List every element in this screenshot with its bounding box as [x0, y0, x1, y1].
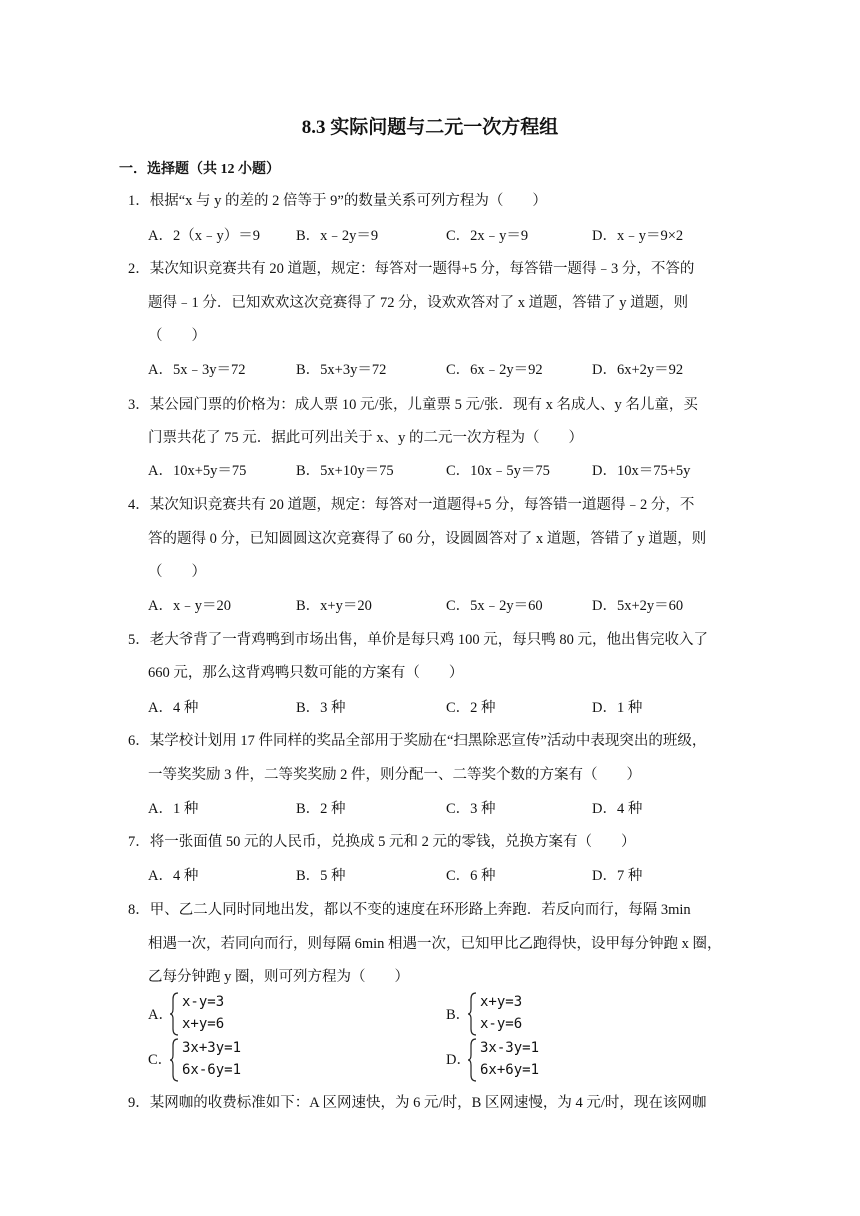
q8-option-d-label: D． — [446, 1052, 471, 1068]
question-3-text-cont: 门票共花了 75 元．据此可列出关于 x、y 的二元一次方程为（ ） — [148, 430, 583, 446]
question-4-text: 4．某次知识竞赛共有 20 道题，规定：每答对一道题得+5 分，每答错一道题得﹣2 分，不 — [128, 497, 695, 513]
q3-option-a: A．10x+5y＝75 — [148, 463, 247, 479]
q2-option-b: B．5x+3y＝72 — [296, 362, 387, 378]
q4-option-a: A．x﹣y＝20 — [148, 598, 231, 614]
q8-d-equation-2: 6x+6y=1 — [480, 1062, 540, 1078]
question-2-text-cont: 题得﹣1 分．已知欢欢这次竞赛得了 72 分，设欢欢答对了 x 道题，答错了 y 道题，则 — [148, 295, 689, 311]
q8-option-c-system — [170, 1038, 260, 1082]
q8-option-c-label: C． — [148, 1052, 173, 1068]
brace-icon — [170, 1038, 180, 1082]
question-9-text: 9．某网咖的收费标准如下：A 区网速快，为 6 元/时，B 区网速慢，为 4 元/时，现在该网咖 — [128, 1095, 707, 1111]
section-heading: 一．选择题（共 12 小题） — [119, 162, 280, 177]
q5-option-b: B．3 种 — [296, 700, 346, 716]
question-3-text: 3．某公园门票的价格为：成人票 10 元/张，儿童票 5 元/张．现有 x 名成人、y 名儿童，买 — [128, 397, 698, 413]
q3-option-d: D．10x＝75+5y — [592, 463, 691, 479]
question-7-text: 7．将一张面值 50 元的人民币，兑换成 5 元和 2 元的零钱，兑换方案有（ ） — [128, 834, 636, 850]
q8-option-b-label: B． — [446, 1007, 471, 1023]
q2-option-a: A．5x﹣3y＝72 — [148, 362, 246, 378]
q8-d-equation-1: 3x-3y=1 — [480, 1040, 540, 1056]
question-5-text-cont: 660 元，那么这背鸡鸭只数可能的方案有（ ） — [148, 665, 464, 681]
question-2-text-paren: （ ） — [148, 328, 206, 344]
question-6-text-cont: 一等奖奖励 3 件，二等奖奖励 2 件，则分配一、二等奖个数的方案有（ ） — [148, 767, 641, 783]
q4-option-b: B．x+y＝20 — [296, 598, 372, 614]
q4-option-c: C．5x﹣2y＝60 — [446, 598, 543, 614]
q6-option-b: B．2 种 — [296, 801, 346, 817]
q5-option-c: C．2 种 — [446, 700, 496, 716]
q6-option-a: A．1 种 — [148, 801, 199, 817]
question-5-text: 5．老大爷背了一背鸡鸭到市场出售，单价是每只鸡 100 元，每只鸭 80 元，他出售完收入了 — [128, 632, 708, 648]
brace-icon — [170, 992, 180, 1036]
q8-option-a-system — [170, 992, 260, 1036]
question-8-text-cont2: 乙每分钟跑 y 圈，则可列方程为（ ） — [148, 969, 409, 985]
question-8-text: 8．甲、乙二人同时同地出发，都以不变的速度在环形路上奔跑．若反向而行，每隔 3min — [128, 902, 691, 918]
q8-option-b-system — [468, 992, 558, 1036]
q8-a-equation-1: x-y=3 — [182, 994, 225, 1010]
q8-c-equation-1: 3x+3y=1 — [182, 1040, 242, 1056]
page-title: 8.3 实际问题与二元一次方程组 — [301, 117, 559, 138]
q3-option-c: C．10x﹣5y＝75 — [446, 463, 550, 479]
q1-option-d: D．x﹣y＝9×2 — [592, 228, 684, 244]
q7-option-b: B．5 种 — [296, 868, 346, 884]
q8-option-d-system — [468, 1038, 558, 1082]
q4-option-d: D．5x+2y＝60 — [592, 598, 684, 614]
q1-option-c: C．2x﹣y＝9 — [446, 228, 529, 244]
question-4-text-paren: （ ） — [148, 564, 206, 580]
q7-option-a: A．4 种 — [148, 868, 199, 884]
brace-icon — [468, 1038, 478, 1082]
question-8-text-cont: 相遇一次，若同向而行，则每隔 6min 相遇一次，已知甲比乙跑得快，设甲每分钟跑 x 圈， — [148, 936, 722, 952]
q5-option-a: A．4 种 — [148, 700, 199, 716]
q8-b-equation-2: x-y=6 — [480, 1016, 523, 1032]
q7-option-d: D．7 种 — [592, 868, 643, 884]
q8-a-equation-2: x+y=6 — [182, 1016, 225, 1032]
q2-option-d: D．6x+2y＝92 — [592, 362, 684, 378]
q2-option-c: C．6x﹣2y＝92 — [446, 362, 543, 378]
q1-option-a: A．2（x﹣y）＝9 — [148, 228, 260, 244]
q1-option-b: B．x﹣2y＝9 — [296, 228, 379, 244]
question-4-text-cont: 答的题得 0 分，已知圆圆这次竞赛得了 60 分，设圆圆答对了 x 道题，答错了 y 道题，则 — [148, 531, 707, 547]
q3-option-b: B．5x+10y＝75 — [296, 463, 394, 479]
question-2-text: 2．某次知识竞赛共有 20 道题，规定：每答对一题得+5 分，每答错一题得﹣3 分，不答的 — [128, 261, 695, 277]
question-1-text: 1．根据“x 与 y 的差的 2 倍等于 9”的数量关系可列方程为（ ） — [128, 193, 547, 209]
q6-option-c: C．3 种 — [446, 801, 496, 817]
q5-option-d: D．1 种 — [592, 700, 643, 716]
q7-option-c: C．6 种 — [446, 868, 496, 884]
q8-c-equation-2: 6x-6y=1 — [182, 1062, 242, 1078]
q8-b-equation-1: x+y=3 — [480, 994, 523, 1010]
brace-icon — [468, 992, 478, 1036]
q8-option-a-label: A． — [148, 1007, 173, 1023]
question-6-text: 6．某学校计划用 17 件同样的奖品全部用于奖励在“扫黑除恶宣传”活动中表现突出的班级， — [128, 733, 707, 749]
q6-option-d: D．4 种 — [592, 801, 643, 817]
